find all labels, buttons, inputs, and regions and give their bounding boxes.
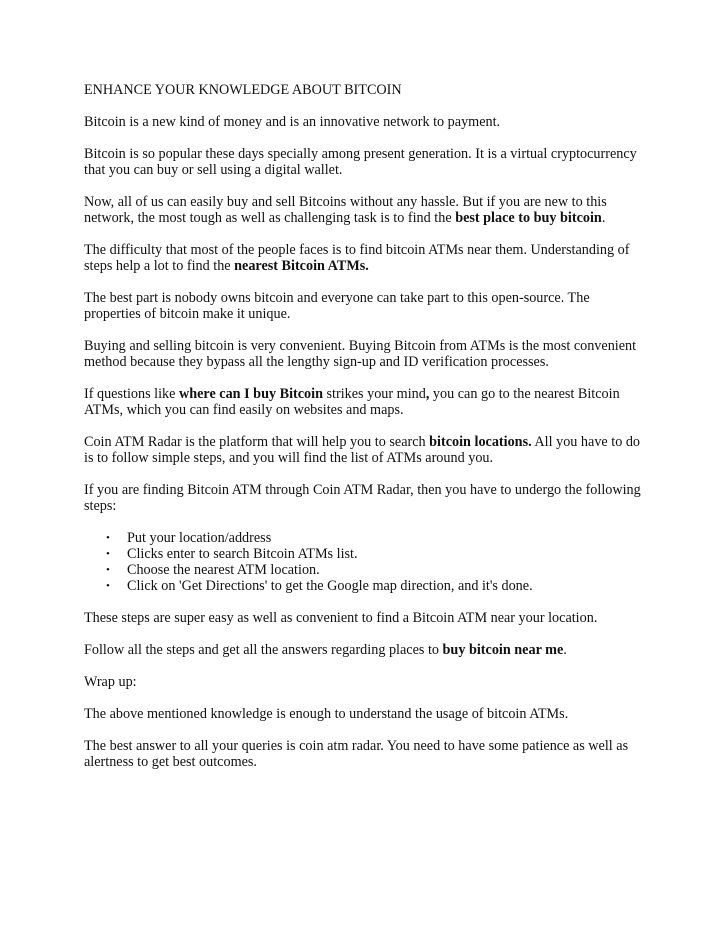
paragraph-best-answer: The best answer to all your queries is coin atm radar. You need to have some patience as well as alertness to get best outcomes. xyxy=(84,738,629,770)
keyword-best-place-to-buy-bitcoin: best place to buy bitcoin xyxy=(455,210,602,226)
text-segment: strikes your mind xyxy=(322,386,426,402)
text-segment: . xyxy=(563,642,567,658)
paragraph-knowledge: The above mentioned knowledge is enough to understand the usage of bitcoin ATMs. xyxy=(84,706,569,722)
keyword-buy-bitcoin-near-me: buy bitcoin near me xyxy=(442,642,564,658)
step-text: Choose the nearest ATM location. xyxy=(127,562,320,578)
step-text: Clicks enter to search Bitcoin ATMs list. xyxy=(127,546,358,562)
text-segment: The difficulty that most of the people faces is to find bitcoin ATMs near them. Understanding of steps help a lot to find the xyxy=(84,242,630,274)
step-text: Put your location/address xyxy=(127,530,272,546)
text-segment: Now, all of us can easily buy and sell Bitcoins without any hassle. But if you are new to this network, the most tough as well as challenging task is to find the xyxy=(84,194,607,226)
paragraph-where-to-buy xyxy=(84,386,644,418)
paragraph-intro: Bitcoin is a new kind of money and is an innovative network to payment. xyxy=(84,114,501,130)
text-segment: All you have to do is to follow simple steps, and you will find the list of ATMs around you. xyxy=(84,434,641,466)
bullet-icon: • xyxy=(106,548,110,560)
text-segment: you can go to the nearest Bitcoin ATMs, which you can find easily on websites and maps. xyxy=(84,386,620,418)
list-item xyxy=(106,578,644,594)
paragraph-popularity: Bitcoin is so popular these days specially among present generation. It is a virtual cryptocurrency that you can buy or sell using a digital wallet. xyxy=(84,146,637,178)
paragraph-convenience: Buying and selling bitcoin is very convenient. Buying Bitcoin from ATMs is the most convenient method because they bypass all the lengthy sign-up and ID verification processes. xyxy=(84,338,637,370)
keyword-where-can-i-buy-bitcoin: where can I buy Bitcoin xyxy=(178,386,323,402)
text-segment: If questions like xyxy=(84,386,179,402)
paragraph-wrap-up-heading: Wrap up: xyxy=(84,674,137,690)
bullet-icon: • xyxy=(106,580,110,592)
paragraph-easy-steps: These steps are super easy as well as convenient to find a Bitcoin ATM near your location. xyxy=(84,610,598,626)
steps-list xyxy=(84,530,644,594)
text-segment: Coin ATM Radar is the platform that will help you to search xyxy=(84,434,430,450)
bullet-icon: • xyxy=(106,564,110,576)
paragraph-best-place xyxy=(84,194,644,226)
list-item xyxy=(106,530,644,546)
step-text: Click on 'Get Directions' to get the Google map direction, and it's done. xyxy=(127,578,533,594)
keyword-nearest-bitcoin-atms: nearest Bitcoin ATMs. xyxy=(234,258,369,274)
paragraph-difficulty xyxy=(84,242,644,274)
document-body xyxy=(84,82,644,786)
keyword-bitcoin-locations: bitcoin locations. xyxy=(429,434,532,450)
paragraph-open-source: The best part is nobody owns bitcoin and everyone can take part to this open-source. The properties of bitcoin make it unique. xyxy=(84,290,590,322)
text-segment: Follow all the steps and get all the answers regarding places to xyxy=(84,642,443,658)
text-segment: . xyxy=(601,210,606,226)
document-title: ENHANCE YOUR KNOWLEDGE ABOUT BITCOIN xyxy=(84,82,402,98)
text-segment-bold-comma: , xyxy=(425,386,430,402)
paragraph-coin-atm-radar xyxy=(84,434,644,466)
list-item xyxy=(106,546,644,562)
paragraph-steps-intro: If you are finding Bitcoin ATM through Coin ATM Radar, then you have to undergo the following steps: xyxy=(84,482,641,514)
bullet-icon: • xyxy=(106,532,110,544)
list-item xyxy=(106,562,644,578)
paragraph-follow-steps xyxy=(84,642,644,658)
